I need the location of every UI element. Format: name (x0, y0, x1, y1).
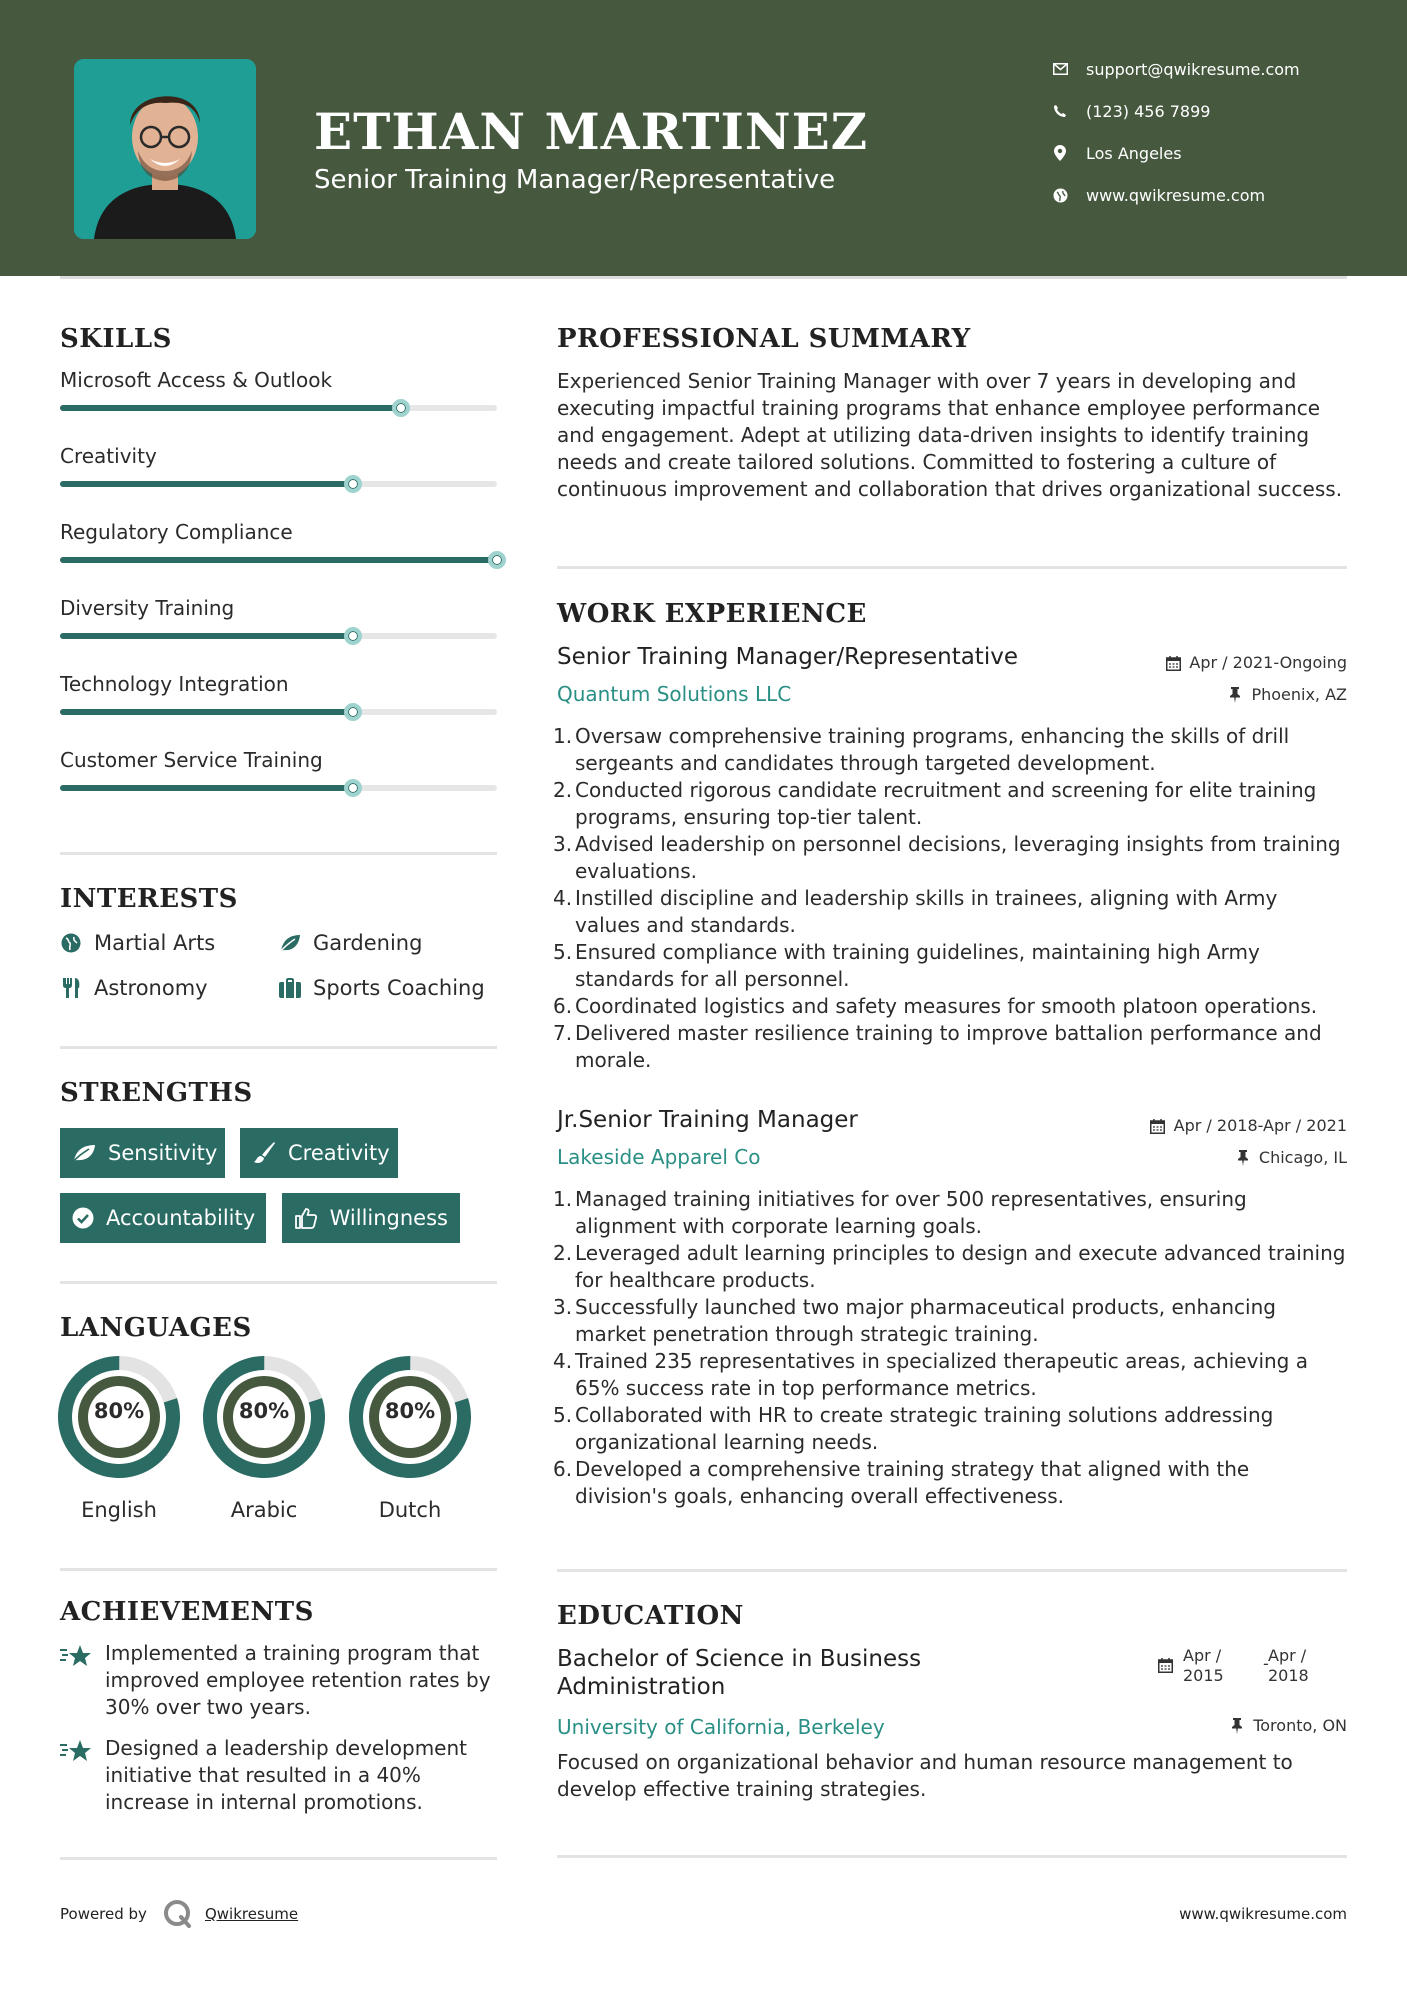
job-title: Senior Training Manager/Representative (557, 644, 1018, 670)
degree-title: Bachelor of Science in Business Administration (557, 1646, 922, 1700)
job-dates-text: Apr / 2021-Ongoing (1189, 653, 1347, 672)
languages-heading: LANGUAGES (60, 1313, 252, 1343)
interest-label: Astronomy (94, 976, 208, 1000)
job-title: Jr.Senior Training Manager (557, 1107, 858, 1133)
calendar-icon (1165, 655, 1181, 671)
skill-level-bar (60, 709, 353, 715)
language-item (203, 1356, 325, 1526)
skill-label: Regulatory Compliance (60, 520, 293, 544)
qwikresume-logo-icon (163, 1899, 193, 1929)
language-name: Dutch (378, 1498, 442, 1522)
job-duty-item: 3. Advised leadership on personnel decisions, leveraging insights from training evaluations. (553, 832, 1341, 883)
check-circle-icon (72, 1206, 94, 1230)
job-duty-item: 4. Trained 235 representatives in specialized therapeutic areas, achieving a 65% success rate in top performance metrics. (553, 1349, 1308, 1400)
job-duty-text: Trained 235 representatives in specialized therapeutic areas, achieving a 65% success rate in top performance metrics. (575, 1349, 1308, 1400)
skill-level-bar (60, 785, 353, 791)
date-separator: - (1263, 1654, 1269, 1673)
job-duty-text: Developed a comprehensive training strategy that aligned with the division's goals, enhancing overall effectiveness. (575, 1457, 1250, 1508)
strength-badge (60, 1128, 225, 1178)
language-percent: 80% (93, 1399, 145, 1423)
skill-label: Microsoft Access & Outlook (60, 368, 333, 392)
paint-brush-icon (252, 1141, 276, 1165)
strength-badge (282, 1193, 460, 1243)
contact-location-text: Los Angeles (1086, 143, 1182, 163)
contact-email-text: support@qwikresume.com (1086, 59, 1300, 79)
contact-website-text: www.qwikresume.com (1086, 185, 1266, 205)
language-percent: 80% (384, 1399, 436, 1423)
profile-photo (74, 59, 256, 239)
job-duty-text: Conducted rigorous candidate recruitment and screening for elite training programs, ensuring top-tier talent. (575, 778, 1317, 829)
achievements-heading: ACHIEVEMENTS (60, 1597, 314, 1627)
education-location (1229, 1716, 1347, 1736)
language-item (58, 1356, 180, 1526)
section-divider (557, 1855, 1347, 1858)
job-duty-text: Instilled discipline and leadership skills in trainees, aligning with Army values and standards. (575, 886, 1278, 937)
language-percent: 80% (238, 1399, 290, 1423)
company-name: Quantum Solutions LLC (557, 682, 792, 706)
job-duty-item: 2. Leveraged adult learning principles to design and execute advanced training for healthcare products. (553, 1241, 1346, 1292)
powered-by-label: Powered by (60, 1905, 147, 1923)
language-name: Arabic (230, 1498, 298, 1522)
contact-location (1052, 138, 1352, 168)
achievement-item (60, 1735, 500, 1821)
job-location-text: Phoenix, AZ (1251, 685, 1347, 704)
job-duty-text: Collaborated with HR to create strategic training solutions addressing organizational learning needs. (575, 1403, 1274, 1454)
skill-label: Technology Integration (60, 672, 289, 696)
job-duties-list (553, 1186, 1347, 1510)
skill-item (60, 519, 497, 589)
job-duty-text: Advised leadership on personnel decisions, leveraging insights from training evaluations. (575, 832, 1341, 883)
map-marker-icon (1052, 145, 1068, 161)
contact-website[interactable] (1052, 180, 1352, 210)
skill-label: Customer Service Training (60, 748, 323, 772)
section-divider (60, 852, 497, 855)
envelope-icon (1052, 61, 1068, 77)
skill-level-bar (60, 557, 497, 563)
interest-item (60, 928, 215, 958)
briefcase-icon (279, 977, 301, 999)
section-divider (60, 1046, 497, 1049)
pin-icon (1235, 1150, 1251, 1166)
job-duty-item: 7. Delivered master resilience training to improve battalion performance and morale. (553, 1021, 1322, 1072)
skill-item (60, 747, 497, 817)
job-duty-item: 5. Collaborated with HR to create strategic training solutions addressing organizational learning needs. (553, 1403, 1274, 1454)
section-divider (557, 566, 1347, 569)
skill-level-bar (60, 481, 353, 487)
skill-level-handle (392, 399, 410, 417)
skill-level-handle (344, 779, 362, 797)
skill-label: Creativity (60, 444, 157, 468)
strength-label: Accountability (106, 1206, 256, 1230)
job-duty-text: Ensured compliance with training guidelines, maintaining high Army standards for all personnel. (575, 940, 1260, 991)
phone-icon (1052, 103, 1068, 119)
strength-badge (60, 1193, 266, 1243)
skill-level-bar (60, 405, 401, 411)
interest-item (279, 928, 422, 958)
skill-item (60, 671, 497, 741)
strength-label: Willingness (329, 1206, 448, 1230)
utensils-icon (60, 977, 82, 999)
leaf-icon (279, 932, 301, 954)
section-divider (60, 1857, 497, 1860)
skill-item (60, 367, 497, 437)
language-name: English (81, 1498, 157, 1522)
contact-email[interactable] (1052, 54, 1352, 84)
skill-level-bar (60, 633, 353, 639)
job-location (1235, 1148, 1347, 1168)
school-name: University of California, Berkeley (557, 1715, 885, 1739)
education-heading: EDUCATION (557, 1601, 744, 1631)
job-duty-item: 4. Instilled discipline and leadership skills in trainees, aligning with Army values and standards. (553, 886, 1278, 937)
strengths-heading: STRENGTHS (60, 1078, 253, 1108)
skill-level-handle (344, 703, 362, 721)
pin-icon (1229, 1718, 1245, 1734)
job-duty-item: 6. Developed a comprehensive training strategy that aligned with the division's goals, enhancing overall effectiveness. (553, 1457, 1250, 1508)
job-duty-item: 5. Ensured compliance with training guidelines, maintaining high Army standards for all personnel. (553, 940, 1260, 991)
strength-label: Sensitivity (108, 1141, 218, 1165)
contact-phone[interactable] (1052, 96, 1352, 126)
achievement-text: Designed a leadership development initiative that resulted in a 40% increase in internal promotions. (105, 1736, 468, 1814)
contact-phone-text: (123) 456 7899 (1086, 101, 1211, 121)
calendar-icon (1150, 1118, 1166, 1134)
strength-badge (240, 1128, 398, 1178)
education-start-date: Apr / 2015 (1183, 1646, 1224, 1685)
section-divider (60, 1281, 497, 1284)
interest-item (60, 973, 208, 1003)
job-duty-text: Oversaw comprehensive training programs, enhancing the skills of drill sergeants and candidates through targeted development. (575, 724, 1290, 775)
star-icon (60, 1739, 92, 1765)
skill-item (60, 443, 497, 513)
job-duty-item: 6. Coordinated logistics and safety measures for smooth platoon operations. (553, 994, 1318, 1018)
interests-heading: INTERESTS (60, 884, 238, 914)
header-divider (60, 276, 1347, 279)
job-location (1227, 685, 1347, 705)
interest-item (279, 973, 485, 1003)
job-location-text: Chicago, IL (1258, 1148, 1347, 1167)
globe-icon (60, 932, 82, 954)
achievement-text: Implemented a training program that improved employee retention rates by 30% over two years. (105, 1641, 491, 1719)
achievement-item (60, 1640, 500, 1726)
job-duty-item: 1. Oversaw comprehensive training programs, enhancing the skills of drill sergeants and candidates through targeted development. (553, 724, 1290, 775)
company-name: Lakeside Apparel Co (557, 1145, 761, 1169)
globe-icon (1052, 187, 1068, 203)
skills-heading: SKILLS (60, 324, 172, 354)
education-location-text: Toronto, ON (1253, 1716, 1347, 1735)
skill-level-handle (488, 551, 506, 569)
job-duty-text: Coordinated logistics and safety measures for smooth platoon operations. (575, 994, 1318, 1018)
skill-level-handle (344, 627, 362, 645)
language-item (349, 1356, 471, 1526)
footer-powered-by (60, 1897, 298, 1931)
thumbs-up-icon (294, 1206, 318, 1230)
section-divider (557, 1569, 1347, 1572)
interest-label: Martial Arts (94, 931, 216, 955)
job-duty-item: 1. Managed training initiatives for over 500 representatives, ensuring alignment with corporate learning goals. (553, 1187, 1247, 1238)
star-icon (60, 1644, 92, 1670)
job-dates-text: Apr / 2018-Apr / 2021 (1173, 1116, 1347, 1135)
pin-icon (1227, 687, 1243, 703)
job-dates (1165, 653, 1347, 673)
skill-item (60, 595, 497, 665)
job-duty-item: 3. Successfully launched two major pharmaceutical products, enhancing market penetration through strategic training. (553, 1295, 1276, 1346)
leaf-icon (72, 1141, 96, 1165)
job-duties-list (553, 723, 1347, 1074)
job-duty-text: Managed training initiatives for over 500 representatives, ensuring alignment with corporate learning goals. (575, 1187, 1247, 1238)
education-dates (1158, 1646, 1358, 1690)
footer-website[interactable]: www.qwikresume.com (1179, 1905, 1347, 1923)
education-description: Focused on organizational behavior and human resource management to develop effective training strategies. (557, 1750, 1293, 1801)
job-duty-text: Successfully launched two major pharmaceutical products, enhancing market penetration through strategic training. (575, 1295, 1276, 1346)
interest-label: Sports Coaching (313, 976, 485, 1000)
section-divider (60, 1568, 497, 1571)
summary-heading: PROFESSIONAL SUMMARY (557, 324, 971, 354)
candidate-title: Senior Training Manager/Representative (314, 165, 836, 195)
job-duty-item: 2. Conducted rigorous candidate recruitment and screening for elite training programs, ensuring top-tier talent. (553, 778, 1317, 829)
summary-text: Experienced Senior Training Manager with over 7 years in developing and executing impactful training programs that enhance employee performance and engagement. Adept at utilizing data-driven insights to identify training needs and create tailored solutions. Committed to fostering a culture of continuous improvement and collaboration that drives organizational success. (557, 369, 1343, 501)
experience-heading: WORK EXPERIENCE (557, 599, 867, 629)
skill-label: Diversity Training (60, 596, 235, 620)
strength-label: Creativity (288, 1141, 390, 1165)
brand-link[interactable]: Qwikresume (204, 1905, 299, 1923)
candidate-name: ETHAN MARTINEZ (314, 102, 869, 161)
job-duty-text: Delivered master resilience training to improve battalion performance and morale. (575, 1021, 1322, 1072)
job-dates (1150, 1116, 1347, 1136)
skill-level-handle (344, 475, 362, 493)
job-duty-text: Leveraged adult learning principles to design and execute advanced training for healthcare products. (575, 1241, 1346, 1292)
interest-label: Gardening (313, 931, 423, 955)
calendar-icon (1158, 1658, 1174, 1674)
education-end-date: Apr / 2018 (1268, 1646, 1309, 1685)
